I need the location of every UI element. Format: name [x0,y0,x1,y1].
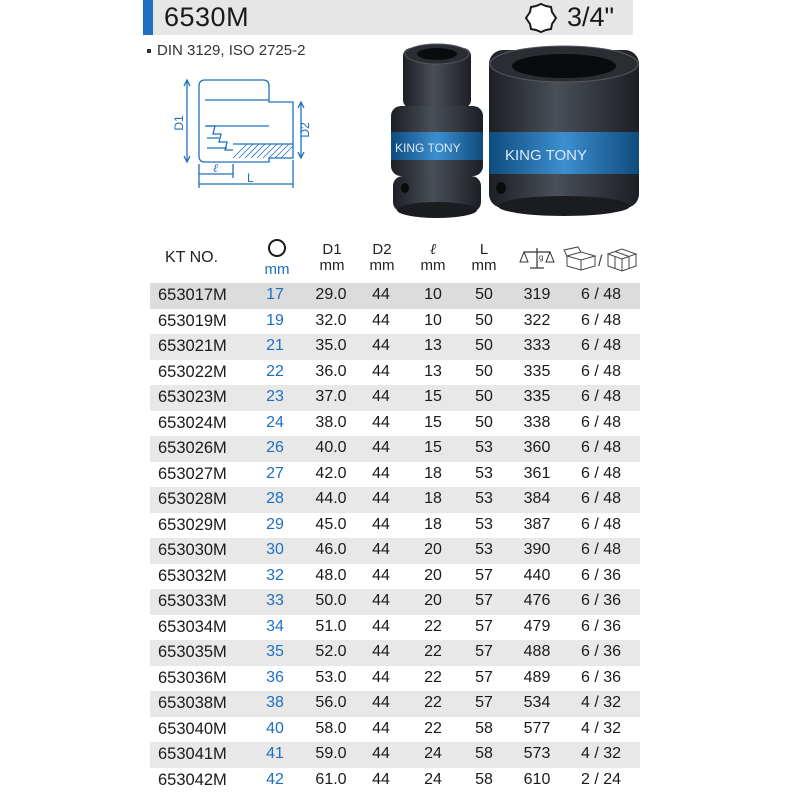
standards-text: DIN 3129, ISO 2725-2 [157,42,306,59]
cell-packing: 6 / 48 [580,464,622,482]
cell-d2: 44 [372,464,390,482]
cell-weight: 390 [523,541,551,558]
cell-d2: 44 [372,515,390,533]
cell-d2: 44 [372,362,390,380]
cell-size: 27 [266,464,284,482]
cell-d2: 44 [372,388,390,405]
header-weight [517,246,557,276]
header-small-l-label: ℓ [429,242,437,258]
cell-weight: 322 [523,311,551,329]
cell-packing: 6 / 36 [580,592,622,609]
cell-size: 42 [266,770,284,788]
cell-weight: 534 [523,694,551,711]
cell-small-l: 13 [424,337,442,354]
cell-size: 32 [266,566,284,584]
cell-d2: 44 [372,541,390,558]
cell-small-l: 24 [424,770,442,788]
cell-d2: 44 [372,719,390,737]
cell-l: 57 [475,592,493,609]
table-row [150,513,640,539]
cell-weight: 479 [523,617,551,635]
cell-weight: 610 [523,770,551,788]
cell-l: 53 [475,464,493,482]
cell-small-l: 18 [424,464,442,482]
cell-kt-no: 653029M [158,515,227,534]
cell-weight: 476 [523,592,551,609]
packing-icons [564,246,638,272]
cell-size: 22 [266,362,284,380]
cell-small-l: 22 [424,617,442,635]
cell-d2: 44 [372,490,390,507]
cell-small-l: 22 [424,668,442,686]
cell-l: 57 [475,566,493,584]
cell-l: 57 [475,643,493,660]
cell-packing: 6 / 36 [580,617,622,635]
cell-d2: 44 [372,617,390,635]
cell-d1: 36.0 [315,362,347,380]
cell-packing: 6 / 48 [580,311,622,329]
cell-small-l: 13 [424,362,442,380]
label-l: L [247,171,254,185]
cell-small-l: 20 [424,541,442,558]
drive-size [523,2,633,32]
cell-d1: 58.0 [315,719,347,737]
cell-packing: 6 / 48 [580,413,622,431]
cell-l: 58 [475,770,493,788]
cell-kt-no: 653033M [158,592,227,610]
cell-packing: 4 / 32 [580,719,622,737]
table-row [150,538,640,564]
cell-l: 50 [475,286,493,303]
cell-weight: 387 [523,515,551,533]
cell-kt-no: 653028M [158,490,227,508]
table-row [150,768,640,794]
cell-l: 57 [475,617,493,635]
cell-size: 24 [266,413,284,431]
table-row [150,717,640,743]
table-row [150,309,640,335]
header-d2 [364,242,400,274]
table-row [150,666,640,692]
cell-l: 57 [475,668,493,686]
scale-icon [520,246,554,272]
cell-weight: 384 [523,490,551,507]
cell-l: 53 [475,490,493,507]
cell-packing: 4 / 32 [580,694,622,711]
cell-d2: 44 [372,337,390,354]
carton-icon [608,249,636,271]
cell-l: 50 [475,413,493,431]
table-row [150,487,640,513]
cell-kt-no: 653030M [158,541,227,559]
cell-l: 53 [475,439,493,456]
cell-weight: 335 [523,388,551,405]
cell-kt-no: 653040M [158,719,227,738]
cell-small-l: 24 [424,745,442,762]
cell-l: 58 [475,719,493,737]
cell-packing: 4 / 32 [580,745,622,762]
cell-d1: 29.0 [315,286,347,303]
cell-size: 36 [266,668,284,686]
cell-d1: 48.0 [315,566,347,584]
cell-d1: 45.0 [315,515,347,533]
twelve-point-socket-icon [523,2,559,34]
spec-table [150,283,640,793]
cell-packing: 6 / 48 [580,286,622,303]
standards-line [147,42,305,59]
cell-d1: 59.0 [315,745,347,762]
cell-kt-no: 653038M [158,694,227,712]
cell-small-l: 22 [424,643,442,660]
small-socket [391,44,483,218]
cell-kt-no: 653042M [158,770,227,789]
cell-weight: 333 [523,337,551,354]
cell-kt-no: 653023M [158,388,227,406]
table-header [150,238,640,280]
cell-packing: 6 / 48 [580,490,622,507]
cell-weight: 361 [523,464,551,482]
cell-small-l: 10 [424,311,442,329]
table-row [150,436,640,462]
header-size-unit: mm [264,261,290,278]
cell-small-l: 20 [424,592,442,609]
open-box-icon [564,247,595,270]
cell-weight: 489 [523,668,551,686]
cell-size: 23 [266,388,284,405]
cell-d2: 44 [372,694,390,711]
cell-size: 34 [266,617,284,635]
cell-d1: 35.0 [315,337,347,354]
table-row [150,411,640,437]
cell-d2: 44 [372,566,390,584]
table-row [150,640,640,666]
label-d1: D1 [172,115,186,131]
table-row [150,691,640,717]
cell-packing: 6 / 48 [580,388,622,405]
cell-kt-no: 653024M [158,413,227,432]
header-d1-label: D1 [322,241,342,258]
header-small-l-unit: mm [420,257,446,274]
cell-weight: 319 [523,286,551,303]
socket-size-icon [267,238,287,258]
cell-kt-no: 653027M [158,464,227,483]
cell-d1: 37.0 [315,388,347,405]
cell-size: 17 [266,286,284,303]
header-l [467,242,501,274]
cell-small-l: 15 [424,388,442,405]
cell-kt-no: 653026M [158,439,227,457]
label-small-l: ℓ [213,161,218,175]
cell-size: 30 [266,541,284,558]
table-row [150,462,640,488]
cell-kt-no: 653021M [158,337,227,355]
cell-weight: 573 [523,745,551,762]
header-small-l [416,242,450,274]
cell-d1: 32.0 [315,311,347,329]
cell-small-l: 18 [424,515,442,533]
bullet [147,49,151,53]
header-l-unit: mm [471,257,497,274]
weight-unit: g [539,253,544,262]
cell-size: 19 [266,311,284,329]
table-row [150,589,640,615]
cell-weight: 440 [523,566,551,584]
cell-d2: 44 [372,311,390,329]
cell-small-l: 18 [424,490,442,507]
cell-size: 41 [266,745,284,762]
cell-packing: 6 / 48 [580,337,622,354]
cell-kt-no: 653017M [158,286,227,304]
cell-packing: 6 / 48 [580,439,622,456]
cell-d1: 56.0 [315,694,347,711]
cell-kt-no: 653041M [158,745,227,763]
cell-packing: 6 / 36 [580,566,622,584]
header-d1-unit: mm [319,257,345,274]
cell-small-l: 20 [424,566,442,584]
table-row [150,334,640,360]
label-d2: D2 [298,122,312,138]
cell-l: 57 [475,694,493,711]
header-kt-no: KT NO. [165,249,219,266]
cell-l: 50 [475,311,493,329]
cell-size: 35 [266,643,284,660]
large-socket-brand: KING TONY [505,147,587,164]
table-row [150,615,640,641]
cell-weight: 488 [523,643,551,660]
cell-packing: 6 / 48 [580,515,622,533]
large-socket [489,46,639,216]
drive-size-label: 3/4" [567,2,615,32]
socket-dimension-diagram [172,78,312,190]
cell-kt-no: 653022M [158,362,227,381]
cell-packing: 6 / 36 [580,668,622,686]
header-l-label: L [479,241,489,258]
cell-size: 21 [266,337,284,354]
cell-d2: 44 [372,286,390,303]
table-row [150,385,640,411]
cell-packing: 6 / 36 [580,643,622,660]
cell-weight: 338 [523,413,551,431]
cell-d2: 44 [372,592,390,609]
cell-d1: 52.0 [315,643,347,660]
cell-l: 50 [475,388,493,405]
cell-d1: 50.0 [315,592,347,609]
cell-d2: 44 [372,439,390,456]
cell-kt-no: 653019M [158,311,227,330]
cell-size: 28 [266,490,284,507]
cell-l: 58 [475,745,493,762]
header-packing [562,246,640,276]
cell-packing: 6 / 48 [580,362,622,380]
cell-d1: 46.0 [315,541,347,558]
cell-kt-no: 653034M [158,617,227,636]
cell-l: 50 [475,337,493,354]
table-row [150,360,640,386]
cell-packing: 6 / 48 [580,541,622,558]
cell-kt-no: 653036M [158,668,227,687]
cell-small-l: 22 [424,694,442,711]
cell-small-l: 15 [424,413,442,431]
cell-size: 29 [266,515,284,533]
impact-socket-photo [383,40,645,222]
cell-weight: 577 [523,719,551,737]
cell-d1: 53.0 [315,668,347,686]
cell-packing: 2 / 24 [580,770,622,788]
header-d2-label: D2 [372,241,392,258]
table-row [150,283,640,309]
cell-d2: 44 [372,643,390,660]
cell-small-l: 15 [424,439,442,456]
cell-d1: 44.0 [315,490,347,507]
header-d2-unit: mm [369,257,395,274]
cell-weight: 360 [523,439,551,456]
cell-small-l: 10 [424,286,442,303]
cell-l: 50 [475,362,493,380]
cell-d1: 40.0 [315,439,347,456]
header-d1 [312,242,352,274]
cell-size: 26 [266,439,284,456]
header-size [260,238,294,278]
cell-d2: 44 [372,770,390,788]
cell-d1: 42.0 [315,464,347,482]
cell-d2: 44 [372,668,390,686]
cell-l: 53 [475,541,493,558]
cell-d1: 61.0 [315,770,347,788]
header-accent [143,0,153,35]
svg-text:/: / [598,253,603,270]
cell-d2: 44 [372,413,390,431]
cell-l: 53 [475,515,493,533]
cell-d1: 38.0 [315,413,347,431]
table-row [150,564,640,590]
cell-size: 40 [266,719,284,737]
page-title: 6530M [164,2,250,32]
cell-weight: 335 [523,362,551,380]
cell-d1: 51.0 [315,617,347,635]
table-row [150,742,640,768]
cell-size: 38 [266,694,284,711]
cell-small-l: 22 [424,719,442,737]
cell-kt-no: 653032M [158,566,227,585]
cell-size: 33 [266,592,284,609]
cell-d2: 44 [372,745,390,762]
cell-kt-no: 653035M [158,643,227,661]
small-socket-brand: KING TONY [395,141,461,155]
